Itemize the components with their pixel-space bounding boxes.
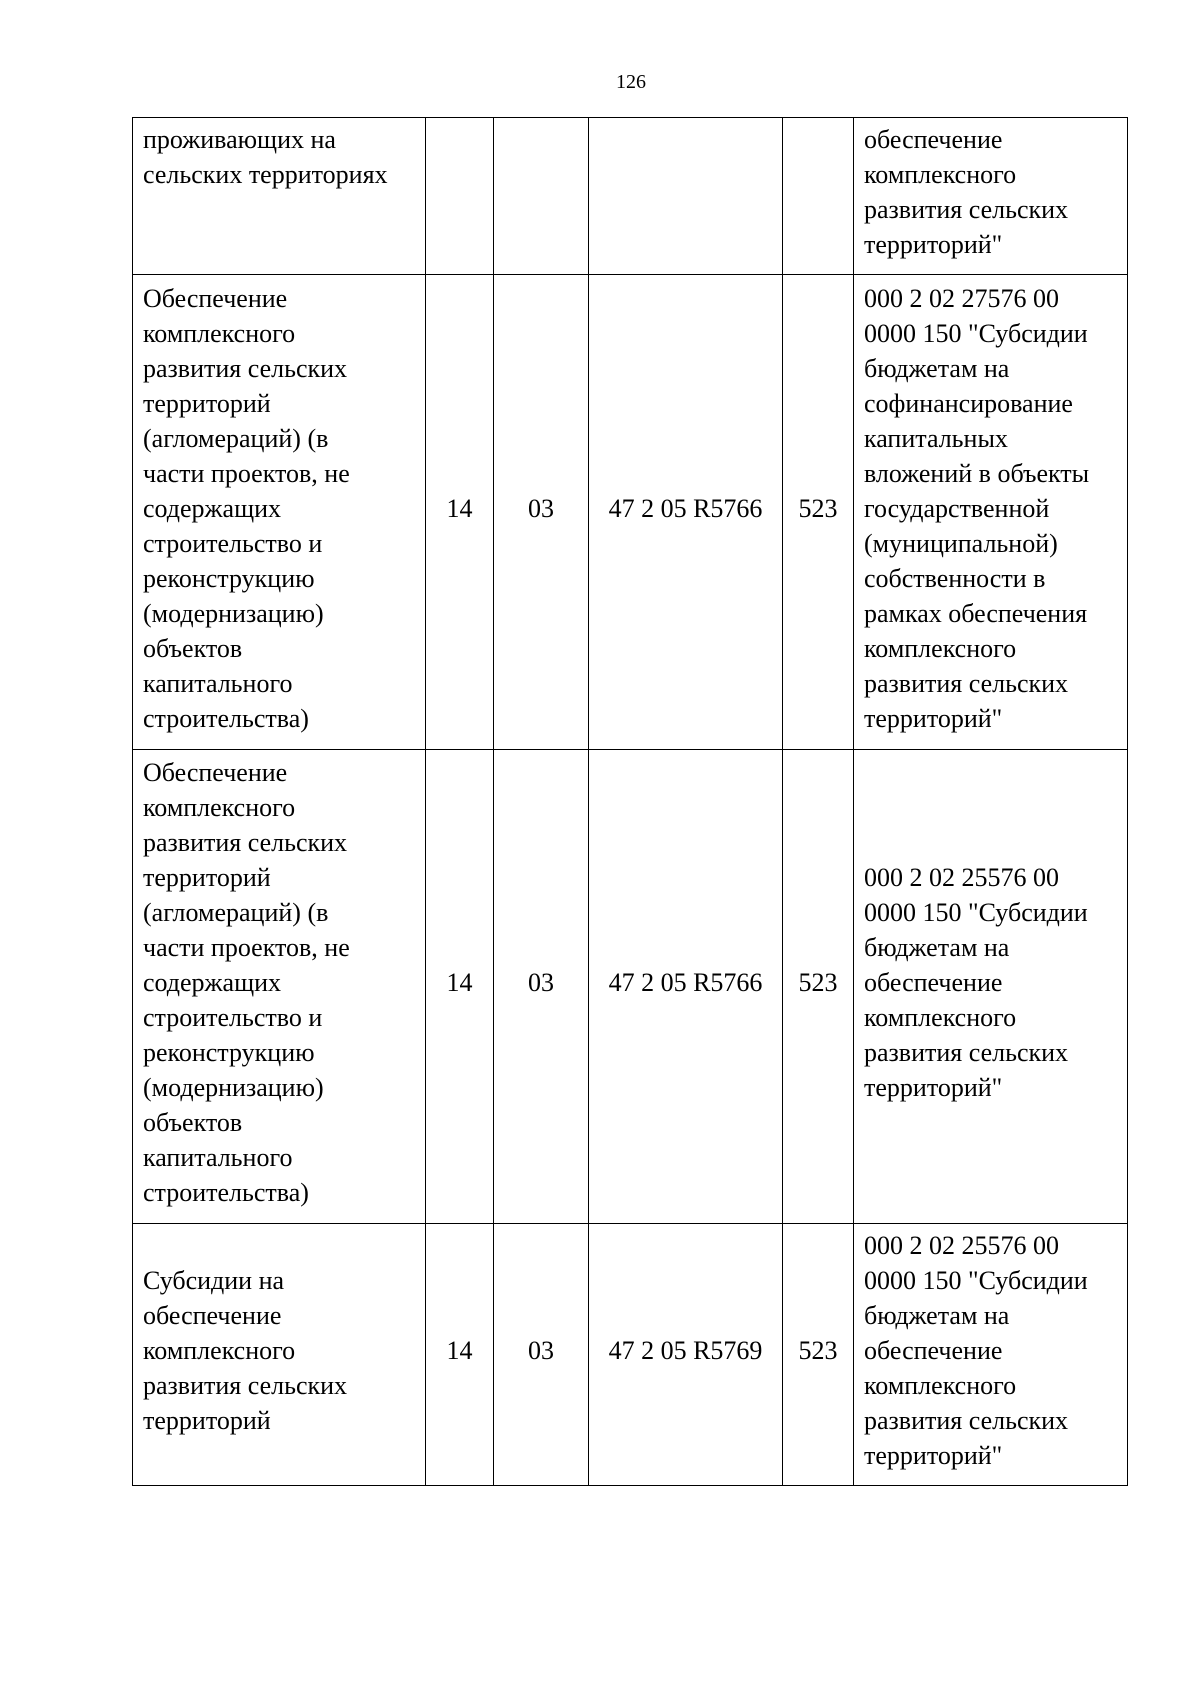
section-cell: 14 (426, 750, 494, 1224)
expense-type-cell: 523 (783, 275, 854, 750)
section-cell (426, 118, 494, 275)
row-name-cell: Обеспечение комплексного развития сельских территорий (агломераций) (в части проектов, не содержащих строительство и реконструкцию (модернизацию) объектов капитального строительства) (133, 275, 426, 750)
section-cell: 14 (426, 275, 494, 750)
revenue-code-cell: 000 2 02 27576 00 0000 150 "Субсидии бюджетам на софинансирование капитальных вложений в объекты государственной (муниципальной) собственности в рамках обеспечения комплексного развития сельских территорий" (854, 275, 1128, 750)
table-row (133, 1224, 1128, 1486)
expense-type-cell (783, 118, 854, 275)
target-code-cell: 47 2 05 R5766 (589, 275, 783, 750)
subsection-cell: 03 (494, 275, 589, 750)
table-row (133, 750, 1128, 1224)
subsection-cell (494, 118, 589, 275)
section-cell: 14 (426, 1224, 494, 1486)
expense-type-cell: 523 (783, 750, 854, 1224)
target-code-cell: 47 2 05 R5766 (589, 750, 783, 1224)
budget-classification-table (132, 117, 1128, 1486)
subsection-cell: 03 (494, 1224, 589, 1486)
revenue-code-cell: 000 2 02 25576 00 0000 150 "Субсидии бюджетам на обеспечение комплексного развития сельских территорий" (854, 1224, 1128, 1486)
page-number: 126 (616, 71, 646, 93)
row-name-cell: проживающих на сельских территориях (133, 118, 426, 275)
revenue-code-cell: обеспечение комплексного развития сельских территорий" (854, 118, 1128, 275)
row-name-cell: Субсидии на обеспечение комплексного развития сельских территорий (133, 1224, 426, 1486)
table-row (133, 118, 1128, 275)
target-code-cell (589, 118, 783, 275)
target-code-cell: 47 2 05 R5769 (589, 1224, 783, 1486)
revenue-code-cell: 000 2 02 25576 00 0000 150 "Субсидии бюджетам на обеспечение комплексного развития сельских территорий" (854, 750, 1128, 1224)
row-name-cell: Обеспечение комплексного развития сельских территорий (агломераций) (в части проектов, не содержащих строительство и реконструкцию (модернизацию) объектов капитального строительства) (133, 750, 426, 1224)
expense-type-cell: 523 (783, 1224, 854, 1486)
table-row (133, 275, 1128, 750)
subsection-cell: 03 (494, 750, 589, 1224)
